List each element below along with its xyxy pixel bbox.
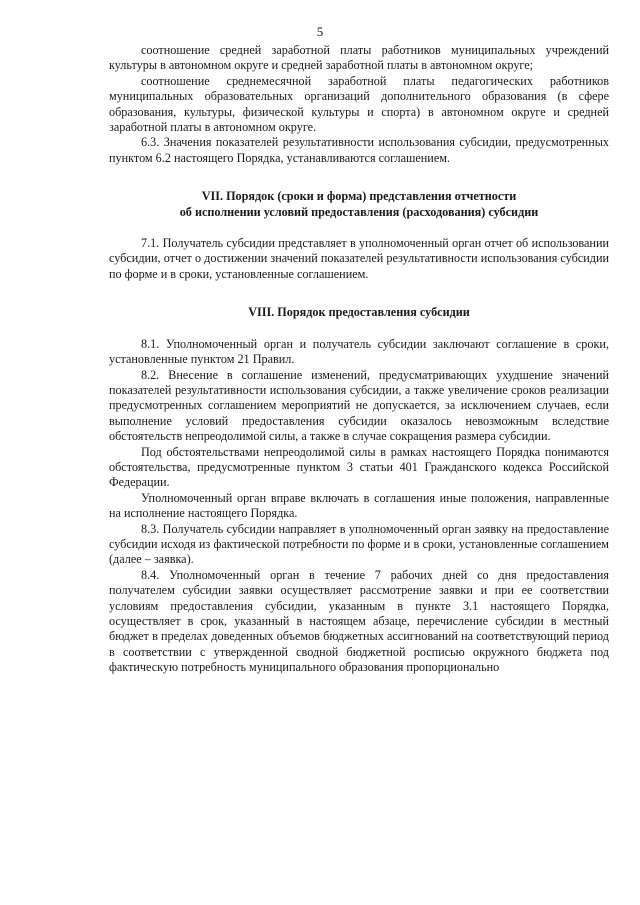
paragraph: Уполномоченный орган вправе включать в соглашения иные положения, направленные на исполнение настоящего Порядка. (109, 490, 609, 521)
page-number: 5 (316, 24, 324, 39)
section-heading-7-line2: об исполнении условий предоставления (расходования) субсидии (179, 204, 539, 219)
paragraph: 8.1. Уполномоченный орган и получатель субсидии заключают соглашение в сроки, установленные пунктом 21 Правил. (109, 336, 609, 367)
section-heading-8: VIII. Порядок предоставления субсидии (248, 305, 470, 320)
paragraph: 8.2. Внесение в соглашение изменений, предусматривающих ухудшение значений показателей результативности использования субсидии, а также увеличение сроков реализации предусмотренных соглашением мероприятий не допускается, за исключением случаев, если выполнение условий предоставления субсидии оказалось невозможным вследствие обстоятельств непреодолимой силы, а также в случае сокращения размера субсидии. (109, 367, 609, 444)
paragraph: 8.4. Уполномоченный орган в течение 7 рабочих дней со дня предоставления получателем субсидии заявки осуществляет рассмотрение заявки и при ее соответствии условиям предоставления субсидии, указанным в пункте 3.1 настоящего Порядка, осуществляет в срок, указанный в настоящем абзаце, перечисление субсидии в местный бюджет в пределах доведенных объемов бюджетных ассигнований на соответствующий период в соответствии с утвержденной сводной бюджетной росписью окружного бюджета под фактическую потребность муниципального образования пропорционально (109, 567, 609, 675)
paragraph: Под обстоятельствами непреодолимой силы в рамках настоящего Порядка понимаются обстоятельства, предусмотренные пунктом 3 статьи 401 Гражданского кодекса Российской Федерации. (109, 444, 609, 490)
paragraph: 8.3. Получатель субсидии направляет в уполномоченный орган заявку на предоставление субсидии исходя из фактической потребности по форме и в сроки, установленные соглашением (далее – заявка). (109, 521, 609, 567)
section-heading-7 (109, 189, 609, 220)
paragraph: соотношение средней заработной платы работников муниципальных учреждений культуры в автономном округе и средней заработной платы в автономном округе; (109, 43, 609, 73)
section-heading-7-line1: VII. Порядок (сроки и форма) представления отчетности (201, 189, 517, 204)
document-body (109, 43, 609, 676)
paragraph: 6.3. Значения показателей результативности использования субсидии, предусмотренных пунктом 6.2 настоящего Порядка, устанавливаются соглашением. (109, 135, 609, 165)
paragraph: 7.1. Получатель субсидии представляет в уполномоченный орган отчет об использовании субсидии, отчет о достижении значений показателей результативности использования субсидии по форме и в сроки, установленные соглашением. (109, 236, 609, 281)
paragraph: соотношение среднемесячной заработной платы педагогических работников муниципальных образовательных организаций дополнительного образования (в сфере образования, культуры, физической культуры и спорта) в автономном округе и средней заработной платы в автономном округе. (109, 73, 609, 135)
